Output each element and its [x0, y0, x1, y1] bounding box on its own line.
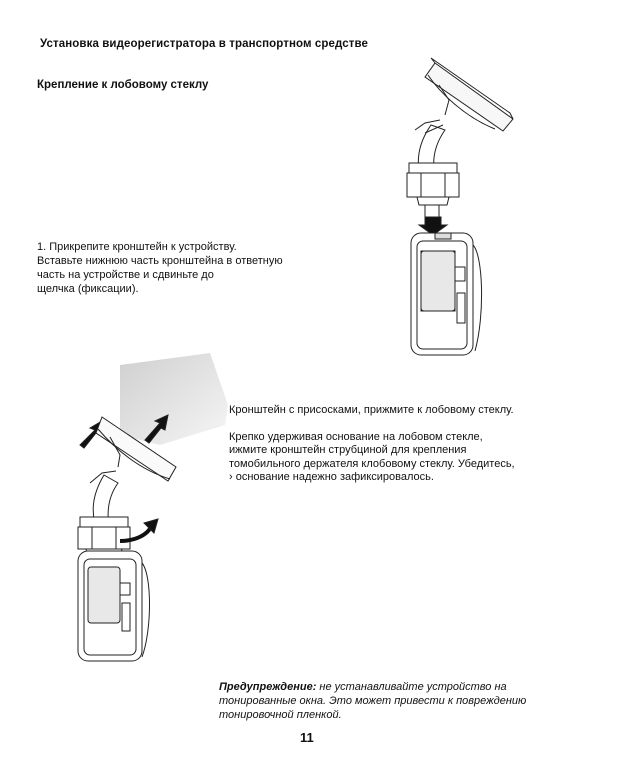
step-2-line: › основание надежно зафиксировалось.	[229, 471, 434, 483]
page-number: 11	[300, 730, 314, 745]
step-2-line: Кронштейн с присосками, прижмите к лобовому стеклу.	[229, 404, 514, 416]
step-1-text	[37, 240, 347, 296]
step-1-line: щелчка (фиксации).	[37, 283, 139, 295]
step-1-line: Вставьте нижнюю часть кронштейна в ответную	[37, 255, 283, 267]
warning-label: Предупреждение:	[219, 681, 317, 693]
step-1-line: 1. Прикрепите кронштейн к устройству.	[37, 241, 237, 253]
step-2-line: Крепко удерживая основание на лобовом стекле,	[229, 430, 483, 443]
step-2-line: томобильного держателя клобовому стеклу. Убедитесь,	[229, 457, 515, 470]
mount-attach-illustration	[395, 55, 525, 360]
windshield-mount-illustration	[60, 345, 230, 665]
step-2-text	[229, 404, 589, 485]
step-1-line: часть на устройстве и сдвиньте до	[37, 269, 214, 281]
page-title: Установка видеорегистратора в транспортном средстве	[40, 38, 369, 50]
warning-note	[219, 680, 559, 722]
warning-text: не устанавливайте устройство на тонированные окна. Это может привести к повреждению тонировочной пленкой.	[219, 681, 527, 721]
section-heading: Крепление к лобовому стеклу	[37, 79, 209, 91]
step-2-line: ижмите кронштейн струбциной для крепления	[229, 444, 467, 456]
